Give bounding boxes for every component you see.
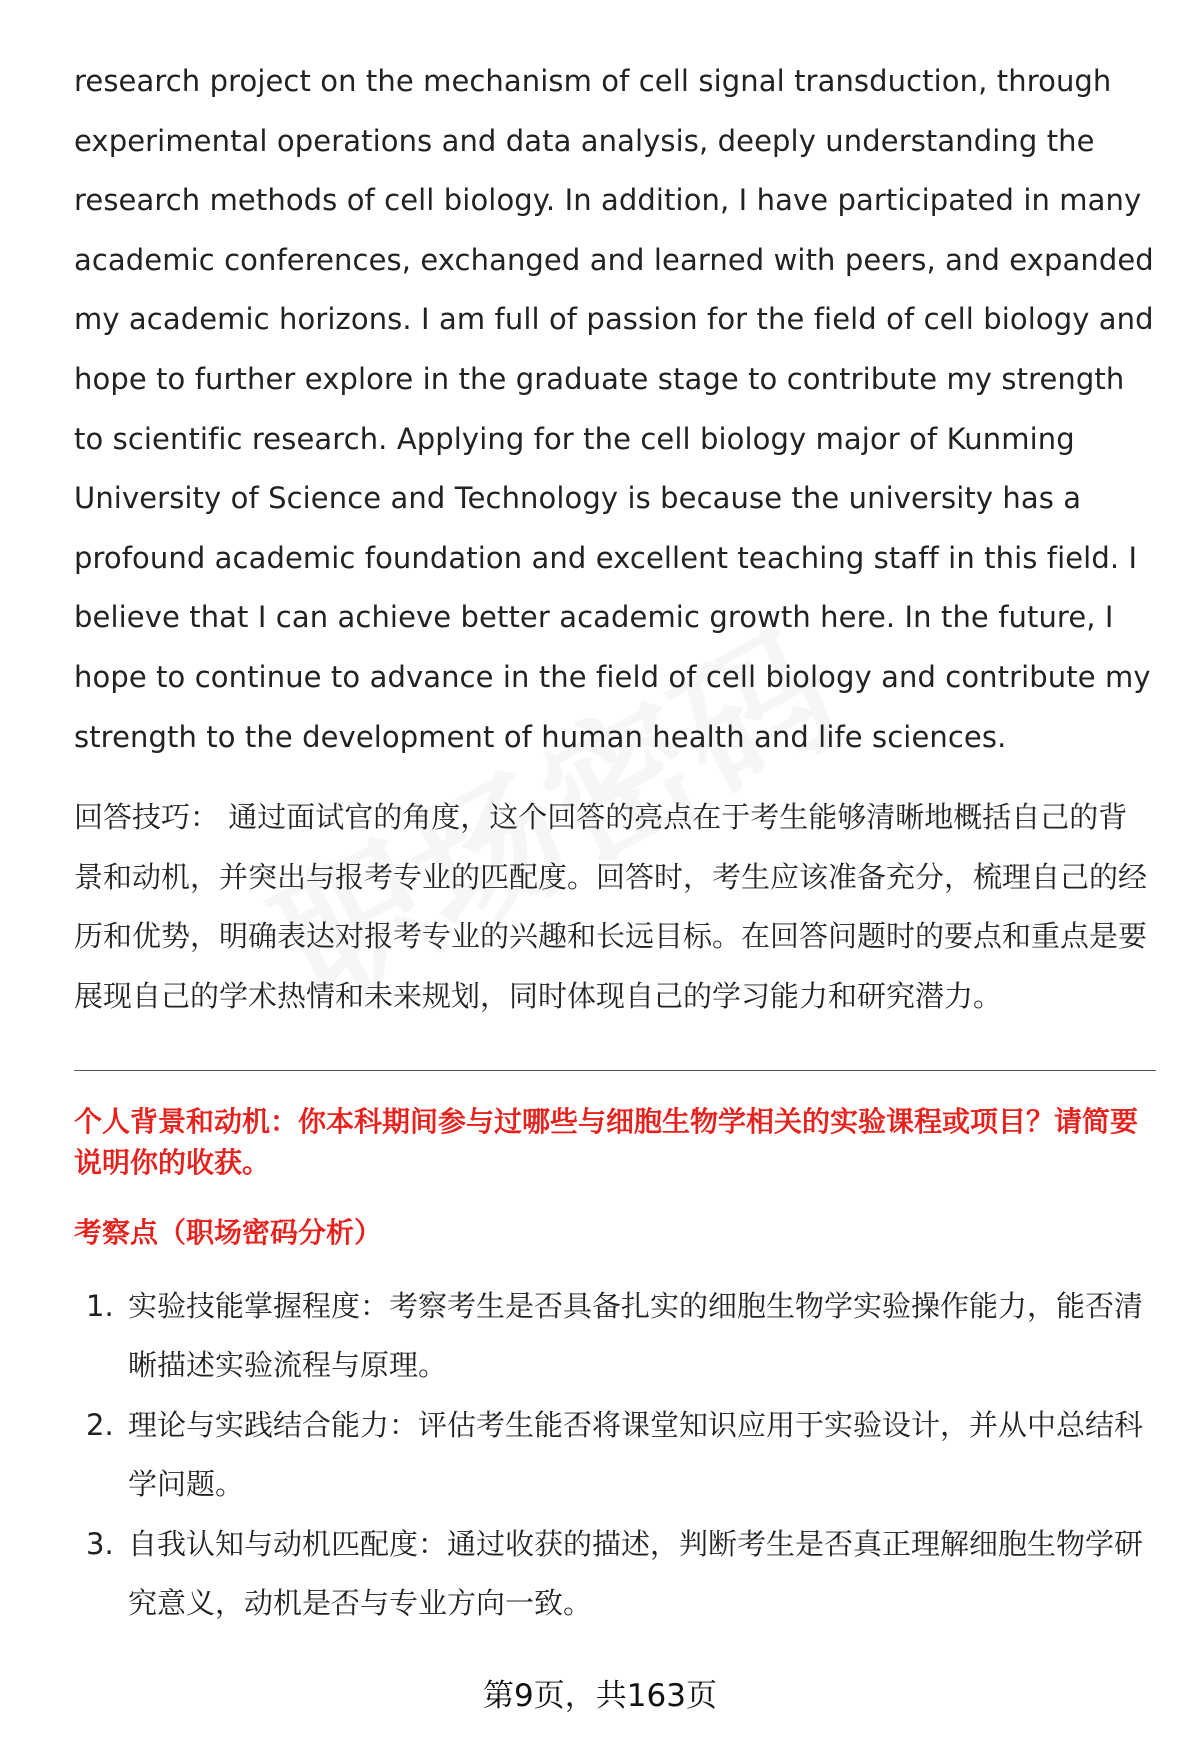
list-item-number: 2. xyxy=(86,1407,114,1442)
page-content xyxy=(74,52,1156,1634)
assessment-points-list xyxy=(74,1277,1156,1635)
list-item-text: 理论与实践结合能力：评估考生能否将课堂知识应用于实验设计，并从中总结科学问题。 xyxy=(128,1407,1144,1502)
list-item-text: 自我认知与动机匹配度：通过收获的描述，判断考生是否真正理解细胞生物学研究意义，动机是否与专业方向一致。 xyxy=(128,1526,1144,1621)
list-item xyxy=(74,1515,1156,1634)
assessment-points-heading: 考察点（职场密码分析） xyxy=(74,1215,383,1249)
list-item-text: 实验技能掌握程度：考察考生是否具备扎实的细胞生物学实验操作能力，能否清晰描述实验流程与原理。 xyxy=(128,1288,1144,1383)
question-heading: 个人背景和动机：你本科期间参与过哪些与细胞生物学相关的实验课程或项目？请简要说明你的收获。 xyxy=(74,1104,1139,1179)
list-item xyxy=(74,1277,1156,1396)
answer-tip-paragraph: 回答技巧： 通过面试官的角度，这个回答的亮点在于考生能够清晰地概括自己的背景和动机，并突出与报考专业的匹配度。回答时，考生应该准备充分，梳理自己的经历和优势，明确表达对报考专业的兴趣和长远目标。在回答问题时的要点和重点是要展现自己的学术热情和未来规划，同时体现自己的学习能力和研究潜力。 xyxy=(74,800,1148,1013)
list-item-number: 1. xyxy=(86,1288,114,1323)
list-item xyxy=(74,1396,1156,1515)
section-divider xyxy=(74,1070,1156,1071)
body-paragraph: research project on the mechanism of cell signal transduction, through experimental operations and data analysis, deeply understanding the research methods of cell biology. In addition, I have participated in many academic conferences, exchanged and learned with peers, and expanded my academic horizons. I am full of passion for the field of cell biology and hope to further explore in the graduate stage to contribute my strength to scientific research. Applying for the cell biology major of Kunming University of Science and Technology is because the university has a profound academic foundation and excellent teaching staff in this field. I believe that I can achieve better academic growth here. In the future, I hope to continue to advance in the field of cell biology and contribute my strength to the development of human health and life sciences. xyxy=(74,64,1154,754)
list-item-number: 3. xyxy=(86,1526,114,1561)
page-number-footer: 第9页，共163页 xyxy=(483,1678,717,1714)
